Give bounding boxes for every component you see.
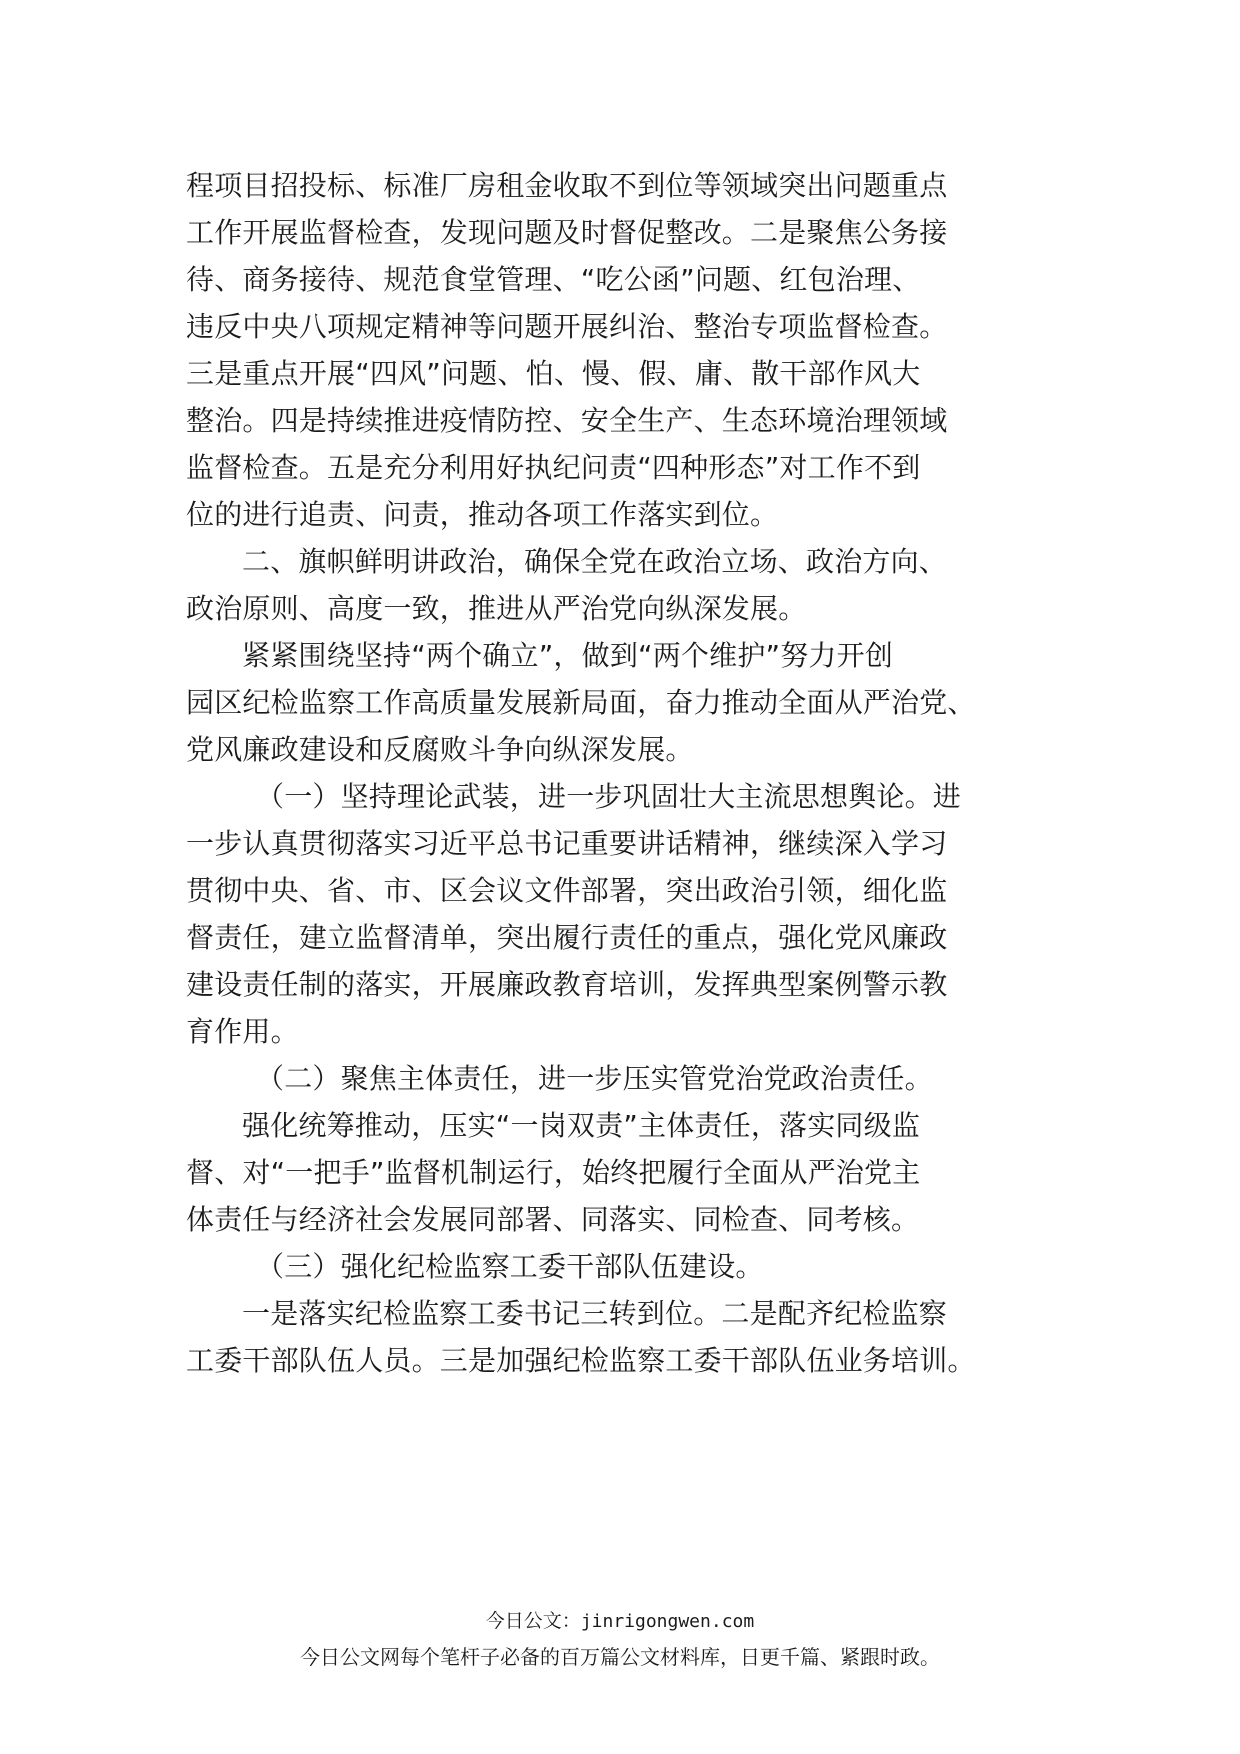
text-line: （三）强化纪检监察工委干部队伍建设。	[256, 1250, 764, 1283]
text-line: 一步认真贯彻落实习近平总书记重要讲话精神，继续深入学习	[186, 827, 948, 860]
text-line: 违反中央八项规定精神等问题开展纠治、整治专项监督检查。	[186, 310, 948, 343]
footer-site-line	[0, 1608, 1240, 1635]
text-line: 三是重点开展“四风”问题、怕、慢、假、庸、散干部作风大	[186, 357, 921, 390]
text-line: 督、对“一把手”监督机制运行，始终把履行全面从严治党主	[186, 1156, 921, 1189]
text-line: 督责任，建立监督清单，突出履行责任的重点，强化党风廉政	[186, 921, 948, 954]
text-line: 整治。四是持续推进疫情防控、安全生产、生态环境治理领域	[186, 404, 948, 437]
text-line: 紧紧围绕坚持“两个确立”，做到“两个维护”努力开创	[242, 639, 894, 672]
text-line: 建设责任制的落实，开展廉政教育培训，发挥典型案例警示教	[186, 968, 948, 1001]
text-line: （二）聚焦主体责任，进一步压实管党治党政治责任。	[256, 1062, 933, 1095]
text-line: 监督检查。五是充分利用好执纪问责“四种形态”对工作不到	[186, 451, 921, 484]
text-line: 党风廉政建设和反腐败斗争向纵深发展。	[186, 733, 694, 766]
footer-slogan: 今日公文网每个笔杆子必备的百万篇公文材料库，日更千篇、紧跟时政。	[300, 1645, 940, 1669]
text-line: 政治原则、高度一致，推进从严治党向纵深发展。	[186, 592, 807, 625]
text-line: 待、商务接待、规范食堂管理、“吃公函”问题、红包治理、	[186, 263, 921, 296]
text-line: 位的进行追责、问责，推动各项工作落实到位。	[186, 498, 779, 531]
text-line: 体责任与经济社会发展同部署、同落实、同检查、同考核。	[186, 1203, 920, 1236]
text-line: 程项目招投标、标准厂房租金收取不到位等领域突出问题重点	[186, 169, 948, 202]
text-line: 工委干部队伍人员。三是加强纪检监察工委干部队伍业务培训。	[186, 1344, 976, 1377]
text-line: 工作开展监督检查，发现问题及时督促整改。二是聚焦公务接	[186, 216, 948, 249]
footer-site-label: 今日公文：	[485, 1610, 581, 1632]
text-line: 育作用。	[186, 1015, 299, 1048]
footer-site-url[interactable]: jinrigongwen.com	[580, 1611, 755, 1632]
text-line: 二、旗帜鲜明讲政治，确保全党在政治立场、政治方向、	[242, 545, 948, 578]
text-line: 一是落实纪检监察工委书记三转到位。二是配齐纪检监察	[242, 1297, 948, 1330]
text-line: 贯彻中央、省、市、区会议文件部署，突出政治引领，细化监	[186, 874, 948, 907]
text-line: （一）坚持理论武装，进一步巩固壮大主流思想舆论。进	[256, 780, 962, 813]
text-line: 强化统筹推动，压实“一岗双责”主体责任，落实同级监	[242, 1109, 921, 1142]
document-body	[186, 162, 1054, 1384]
text-line: 园区纪检监察工作高质量发展新局面，奋力推动全面从严治党、	[186, 686, 976, 719]
